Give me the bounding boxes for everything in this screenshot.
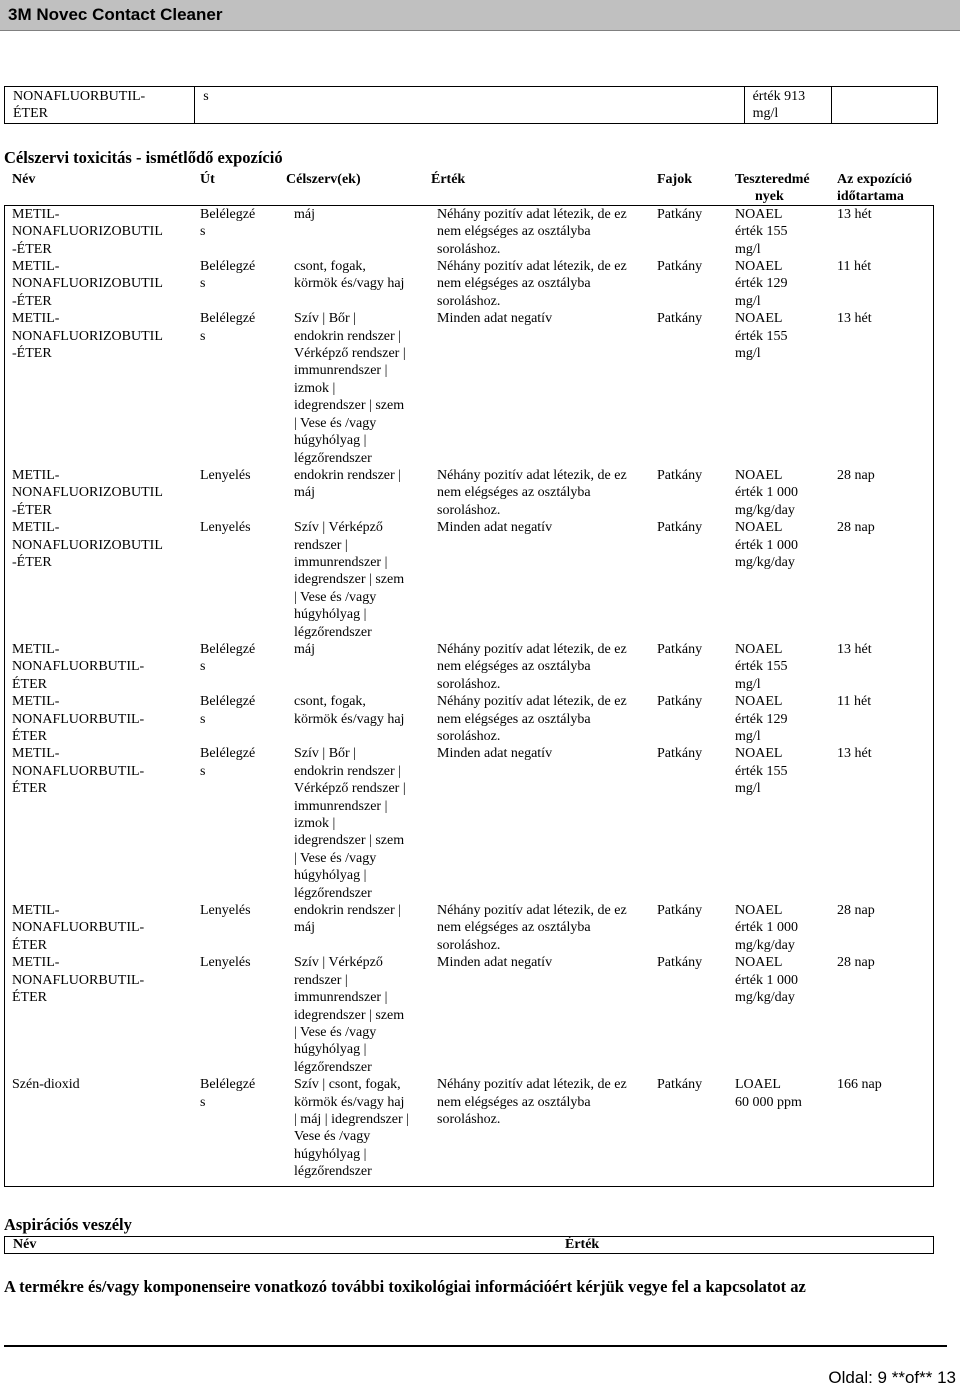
section-title-repeated-dose: Célszervi toxicitás - ismétlődő expozíció (4, 148, 283, 167)
value-line: Néhány pozitív adat létezik, de ez (437, 259, 627, 275)
value-line: Minden adat negatív (437, 520, 553, 536)
table-row (4, 467, 935, 519)
route-line: Belélegzé (200, 641, 256, 657)
value-line: soroláshoz. (437, 293, 501, 309)
organ-line: endokrin rendszer | (294, 467, 401, 483)
value-line: Minden adat negatív (437, 955, 553, 971)
route-line: s (200, 1094, 206, 1110)
route-line: s (200, 224, 206, 240)
cell-organ (286, 745, 429, 902)
cell-species: Patkány (657, 903, 703, 919)
cell-value (429, 467, 657, 519)
cell-organ (286, 902, 429, 954)
organ-line: máj (294, 920, 315, 936)
value-line: nem elégséges az osztályba (437, 224, 591, 240)
result-line: mg/l (735, 293, 761, 309)
result-line: NOAEL (735, 311, 783, 327)
cell-species: Patkány (657, 1077, 703, 1093)
cell-name (4, 641, 192, 693)
top-row-empty (832, 87, 938, 124)
value-line: soroláshoz. (437, 676, 501, 692)
name-line: METIL- (12, 746, 60, 762)
cell-organ (286, 693, 429, 745)
result-line: mg/kg/day (735, 554, 795, 570)
header-result-line: Teszteredmé (735, 172, 810, 187)
result-line: érték 155 (735, 659, 788, 675)
result-line: mg/l (735, 241, 761, 257)
cell-route (192, 745, 286, 902)
result-line: érték 155 (735, 763, 788, 779)
top-row-value-line: mg/l (752, 106, 779, 122)
header-duration (833, 171, 935, 206)
value-line: nem elégséges az osztályba (437, 920, 591, 936)
cell-value (429, 206, 657, 258)
top-row-name-line: ÉTER (13, 106, 48, 122)
organ-line: Vese és /vagy (294, 1129, 371, 1145)
organ-line: Szív | Vérképző (294, 520, 383, 536)
result-line: mg/l (735, 781, 761, 797)
cell-result (735, 310, 833, 467)
cell-route (192, 206, 286, 258)
table-row (4, 954, 935, 1076)
name-line: NONAFLUORIZOBUTIL (12, 328, 163, 344)
cell-route (192, 310, 286, 467)
cell-organ (286, 206, 429, 258)
route-line: s (200, 659, 206, 675)
cell-value (429, 1076, 657, 1180)
value-line: Néhány pozitív adat létezik, de ez (437, 903, 627, 919)
name-line: ÉTER (12, 781, 47, 797)
cell-species: Patkány (657, 641, 703, 657)
name-line: -ÉTER (12, 502, 52, 518)
cell-route (192, 693, 286, 745)
organ-line: légzőrendszer (294, 1059, 372, 1075)
result-line: mg/kg/day (735, 502, 795, 518)
value-line: Néhány pozitív adat létezik, de ez (437, 1077, 627, 1093)
cell-species: Patkány (657, 311, 703, 327)
route-line: s (200, 763, 206, 779)
value-line: Néhány pozitív adat létezik, de ez (437, 641, 627, 657)
cell-name (4, 693, 192, 745)
header-duration-line: időtartama (837, 189, 904, 205)
result-line: NOAEL (735, 259, 783, 275)
table-row (4, 1076, 935, 1180)
cell-result (735, 745, 833, 902)
cell-route (192, 902, 286, 954)
table-row (4, 641, 935, 693)
organ-line: körmök és/vagy haj (294, 1094, 405, 1110)
cell-value (429, 258, 657, 310)
cell-species: Patkány (657, 259, 703, 275)
cell-result (735, 519, 833, 641)
cell-value (429, 902, 657, 954)
cell-result (735, 902, 833, 954)
cell-organ (286, 467, 429, 519)
header-route (192, 171, 286, 206)
result-line: érték 1 000 (735, 537, 798, 553)
name-line: -ÉTER (12, 346, 52, 362)
organ-line: húgyhólyag | (294, 607, 367, 623)
cell-route (192, 641, 286, 693)
table-row (4, 206, 935, 258)
organ-line: idegrendszer | szem (294, 833, 405, 849)
header-organ-text: Célszerv(ek) (286, 172, 361, 187)
value-line: nem elégséges az osztályba (437, 485, 591, 501)
cell-duration: 28 nap (837, 467, 875, 483)
organ-line: csont, fogak, (294, 694, 366, 710)
organ-line: idegrendszer | szem (294, 572, 405, 588)
cell-value (429, 519, 657, 641)
value-line: soroláshoz. (437, 937, 501, 953)
top-row-value-line: érték 913 (752, 89, 806, 104)
result-line: mg/l (735, 729, 761, 744)
cell-duration: 13 hét (837, 746, 872, 762)
section-title-aspiration: Aspirációs veszély (4, 1215, 132, 1234)
name-line: -ÉTER (12, 241, 52, 257)
result-line: NOAEL (735, 746, 783, 762)
cell-result (735, 206, 833, 258)
cell-organ (286, 519, 429, 641)
organ-line: immunrendszer | (294, 363, 388, 379)
cell-organ (286, 258, 429, 310)
table-row (4, 519, 935, 641)
cell-species: Patkány (657, 520, 703, 536)
route-line: s (200, 711, 206, 727)
organ-line: | Vese és /vagy (294, 589, 377, 605)
table-body (4, 206, 935, 1181)
result-line: érték 1 000 (735, 485, 798, 501)
name-line: NONAFLUORBUTIL- (12, 763, 145, 779)
organ-line: húgyhólyag | (294, 868, 367, 884)
cell-species: Patkány (657, 694, 703, 710)
header-result-line: nyek (755, 189, 784, 205)
organ-line: izmok | (294, 380, 336, 396)
cell-name (4, 954, 192, 1076)
header-divider (0, 30, 960, 31)
result-line: érték 155 (735, 328, 788, 344)
contact-note: A termékre és/vagy komponenseire vonatkozó további toxikológiai információért kérjük vegye fel a kapcsolatot az (4, 1277, 806, 1296)
organ-line: légzőrendszer (294, 450, 372, 466)
repeated-dose-table (4, 171, 935, 1181)
cell-route (192, 519, 286, 641)
name-line: ÉTER (12, 990, 47, 1006)
cell-value (429, 310, 657, 467)
cell-name (4, 519, 192, 641)
cell-name (4, 206, 192, 258)
name-line: NONAFLUORIZOBUTIL (12, 537, 163, 553)
organ-line: légzőrendszer (294, 885, 372, 901)
route-line: s (200, 276, 206, 292)
header-organ (286, 171, 429, 206)
route-line: Belélegzé (200, 694, 256, 710)
cell-organ (286, 954, 429, 1076)
result-line: NOAEL (735, 520, 783, 536)
organ-line: idegrendszer | szem (294, 398, 405, 414)
organ-line: immunrendszer | (294, 798, 388, 814)
name-line: METIL- (12, 467, 60, 483)
result-line: 60 000 ppm (735, 1094, 802, 1110)
organ-line: Szív | csont, fogak, (294, 1077, 401, 1093)
route-line: Lenyelés (200, 467, 251, 483)
organ-line: Szív | Bőr | (294, 746, 356, 762)
organ-line: húgyhólyag | (294, 1042, 367, 1058)
name-line: METIL- (12, 520, 60, 536)
organ-line: endokrin rendszer | (294, 903, 401, 919)
cell-duration: 13 hét (837, 311, 872, 327)
organ-line: körmök és/vagy haj (294, 276, 405, 292)
organ-line: máj (294, 485, 315, 501)
cell-species: Patkány (657, 955, 703, 971)
footer-divider (4, 1345, 947, 1347)
cell-species: Patkány (657, 206, 703, 222)
top-continuation-table (4, 86, 938, 124)
organ-line: izmok | (294, 816, 336, 832)
cell-organ (286, 1076, 429, 1180)
document-title: 3M Novec Contact Cleaner (8, 5, 223, 24)
result-line: mg/kg/day (735, 990, 795, 1006)
result-line: NOAEL (735, 467, 783, 483)
cell-route (192, 258, 286, 310)
organ-line: | Vese és /vagy (294, 850, 377, 866)
name-line: -ÉTER (12, 554, 52, 570)
name-line: NONAFLUORBUTIL- (12, 920, 145, 936)
organ-line: légzőrendszer (294, 624, 372, 640)
name-line: METIL- (12, 259, 60, 275)
name-line: NONAFLUORBUTIL- (12, 972, 145, 988)
cell-duration: 13 hét (837, 206, 872, 222)
cell-value (429, 693, 657, 745)
header-species (657, 171, 735, 206)
header-name-text: Név (12, 172, 36, 187)
result-line: érték 155 (735, 224, 788, 240)
name-line: NONAFLUORBUTIL- (12, 711, 145, 727)
cell-species: Patkány (657, 746, 703, 762)
result-line: érték 1 000 (735, 920, 798, 936)
name-line: -ÉTER (12, 293, 52, 309)
result-line: érték 1 000 (735, 972, 798, 988)
cell-result (735, 1076, 833, 1180)
cell-species: Patkány (657, 467, 703, 483)
name-line: ÉTER (12, 729, 47, 744)
cell-duration: 28 nap (837, 903, 875, 919)
organ-line: | Vese és /vagy (294, 1024, 377, 1040)
organ-line: endokrin rendszer | (294, 328, 401, 344)
organ-line: húgyhólyag | (294, 433, 367, 449)
table-header-row (4, 171, 935, 206)
organ-line: Vérképző rendszer | (294, 346, 406, 362)
value-line: soroláshoz. (437, 502, 501, 518)
aspiration-col-name: Név (13, 1237, 37, 1252)
organ-line: Vérképző rendszer | (294, 781, 406, 797)
header-duration-line: Az expozíció (837, 172, 913, 187)
cell-value (429, 641, 657, 693)
result-line: LOAEL (735, 1077, 781, 1093)
cell-organ (286, 641, 429, 693)
route-line: Belélegzé (200, 1077, 256, 1093)
organ-line: csont, fogak, (294, 259, 366, 275)
header-value-text: Érték (431, 172, 466, 187)
organ-line: rendszer | (294, 537, 348, 553)
value-line: nem elégséges az osztályba (437, 659, 591, 675)
cell-duration: 166 nap (837, 1077, 882, 1093)
header-result (735, 171, 833, 206)
value-line: Minden adat negatív (437, 311, 553, 327)
document-header-bar (0, 0, 960, 30)
cell-duration: 28 nap (837, 955, 875, 971)
name-line: METIL- (12, 206, 60, 222)
cell-name (4, 467, 192, 519)
cell-name (4, 258, 192, 310)
cell-name (4, 745, 192, 902)
organ-line: | Vese és /vagy (294, 415, 377, 431)
cell-name (4, 1076, 192, 1180)
aspiration-table-header (4, 1236, 934, 1254)
header-species-text: Fajok (657, 172, 692, 187)
cell-result (735, 467, 833, 519)
result-line: érték 129 (735, 276, 788, 292)
value-line: nem elégséges az osztályba (437, 711, 591, 727)
value-line: Néhány pozitív adat létezik, de ez (437, 206, 627, 222)
result-line: NOAEL (735, 903, 783, 919)
organ-line: immunrendszer | (294, 990, 388, 1006)
name-line: METIL- (12, 955, 60, 971)
cell-value (429, 954, 657, 1076)
organ-line: légzőrendszer (294, 1164, 372, 1180)
top-row-value (744, 87, 831, 124)
cell-duration: 11 hét (837, 694, 872, 710)
top-row-name (5, 87, 195, 124)
cell-duration: 28 nap (837, 520, 875, 536)
organ-line: húgyhólyag | (294, 1146, 367, 1162)
organ-line: Szív | Vérképző (294, 955, 383, 971)
value-line: Minden adat negatív (437, 746, 553, 762)
header-value (429, 171, 657, 206)
cell-route (192, 467, 286, 519)
organ-line: Szív | Bőr | (294, 311, 356, 327)
route-line: Belélegzé (200, 206, 256, 222)
table-row (4, 745, 935, 902)
route-line: Belélegzé (200, 311, 256, 327)
cell-name (4, 902, 192, 954)
route-line: Lenyelés (200, 903, 251, 919)
organ-line: máj (294, 206, 315, 222)
name-line: NONAFLUORIZOBUTIL (12, 485, 163, 501)
name-line: NONAFLUORIZOBUTIL (12, 224, 163, 240)
header-name (4, 171, 192, 206)
name-line: NONAFLUORBUTIL- (12, 659, 145, 675)
value-line: soroláshoz. (437, 729, 501, 744)
name-line: METIL- (12, 311, 60, 327)
route-line: Lenyelés (200, 520, 251, 536)
name-line: ÉTER (12, 937, 47, 953)
value-line: Néhány pozitív adat létezik, de ez (437, 467, 627, 483)
cell-route (192, 1076, 286, 1180)
cell-route (192, 954, 286, 1076)
cell-organ (286, 310, 429, 467)
cell-duration: 13 hét (837, 641, 872, 657)
organ-line: körmök és/vagy haj (294, 711, 405, 727)
organ-line: endokrin rendszer | (294, 763, 401, 779)
result-line: érték 129 (735, 711, 788, 727)
result-line: NOAEL (735, 955, 783, 971)
name-line: METIL- (12, 694, 60, 710)
table-row (4, 693, 935, 745)
organ-line: rendszer | (294, 972, 348, 988)
cell-result (735, 954, 833, 1076)
top-row-name-line: NONAFLUORBUTIL- (13, 89, 146, 104)
result-line: NOAEL (735, 641, 783, 657)
name-line: METIL- (12, 903, 60, 919)
top-row-route-text: s (203, 89, 209, 104)
cell-name (4, 310, 192, 467)
name-line: ÉTER (12, 676, 47, 692)
organ-line: immunrendszer | (294, 554, 388, 570)
top-row-route (195, 87, 744, 124)
cell-result (735, 693, 833, 745)
table-row (4, 902, 935, 954)
organ-line: | máj | idegrendszer | (294, 1111, 409, 1127)
organ-line: máj (294, 641, 315, 657)
result-line: mg/l (735, 676, 761, 692)
cell-result (735, 641, 833, 693)
cell-duration: 11 hét (837, 259, 872, 275)
result-line: mg/kg/day (735, 937, 795, 953)
result-line: NOAEL (735, 694, 783, 710)
aspiration-col-value: Érték (565, 1237, 600, 1252)
route-line: s (200, 328, 206, 344)
organ-line: idegrendszer | szem (294, 1007, 405, 1023)
table-row (4, 258, 935, 310)
header-route-text: Út (200, 172, 215, 187)
value-line: Néhány pozitív adat létezik, de ez (437, 694, 627, 710)
result-line: mg/l (735, 346, 761, 362)
name-line: NONAFLUORIZOBUTIL (12, 276, 163, 292)
route-line: Belélegzé (200, 746, 256, 762)
name-line: METIL- (12, 641, 60, 657)
cell-result (735, 258, 833, 310)
cell-value (429, 745, 657, 902)
route-line: Belélegzé (200, 259, 256, 275)
result-line: NOAEL (735, 206, 783, 222)
page-number: Oldal: 9 **of** 13 (828, 1368, 956, 1387)
value-line: soroláshoz. (437, 241, 501, 257)
name-line: Szén-dioxid (12, 1077, 80, 1093)
value-line: soroláshoz. (437, 1111, 501, 1127)
route-line: Lenyelés (200, 955, 251, 971)
table-row (4, 310, 935, 467)
value-line: nem elégséges az osztályba (437, 1094, 591, 1110)
value-line: nem elégséges az osztályba (437, 276, 591, 292)
